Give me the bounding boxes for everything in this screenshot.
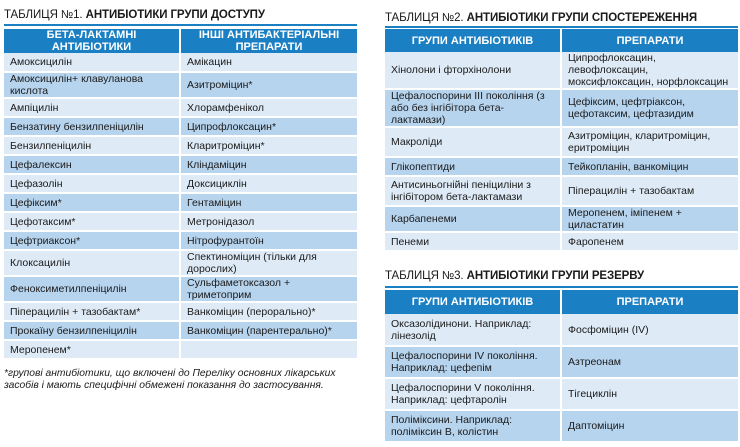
table-cell: Меропенем, іміпенем + циластатин	[561, 206, 738, 232]
table-row	[4, 53, 357, 72]
table-cell: Ванкоміцин (перорально)*	[180, 302, 357, 321]
table-row	[4, 136, 357, 155]
table-row	[4, 155, 357, 174]
table-cell: Бензилпеніцилін	[4, 136, 180, 155]
table1-title-rule	[4, 24, 357, 26]
table-cell: Карбапенеми	[385, 206, 561, 232]
table3-heading: АНТИБІОТИКИ ГРУПИ РЕЗЕРВУ	[466, 270, 645, 282]
table-cell: Спектиноміцин (тільки для дорослих)	[180, 250, 357, 276]
table2-title	[385, 12, 697, 24]
table-row	[4, 321, 357, 340]
table3-body	[385, 314, 738, 442]
table-cell: Фаропенем	[561, 232, 738, 251]
table-row	[385, 410, 738, 442]
table2-title-rule	[385, 26, 738, 28]
table-cell: Цефотаксим*	[4, 212, 180, 231]
table-row	[4, 193, 357, 212]
table-row	[4, 340, 357, 359]
table2-body	[385, 52, 738, 251]
table-cell: Тейкопланін, ванкоміцин	[561, 157, 738, 176]
table-cell: Амоксицилін+ клавуланова кислота	[4, 72, 180, 98]
table1-header-other: ІНШІ АНТИБАКТЕРІАЛЬНІ ПРЕПАРАТИ	[180, 29, 357, 53]
table-cell: Феноксиметилпеніцилін	[4, 276, 180, 302]
table-cell: Цефіксим, цефтріаксон, цефотаксим, цефтазидим	[561, 89, 738, 127]
table-cell: Оксазолідинони. Наприклад: лінезолід	[385, 314, 561, 346]
table-cell: Гентаміцин	[180, 193, 357, 212]
table-cell: Доксициклін	[180, 174, 357, 193]
table-cell: Антисиньогнійні пеніциліни з інгібітором бета-лактамази	[385, 176, 561, 206]
table-row	[4, 72, 357, 98]
table3-title-rule	[385, 286, 738, 288]
table-cell: Цефтриаксон*	[4, 231, 180, 250]
table-row	[4, 174, 357, 193]
table-row	[4, 231, 357, 250]
table-cell: Амоксицилін	[4, 53, 180, 72]
table-cell	[180, 340, 357, 359]
table1-body	[4, 53, 357, 359]
table-cell: Цефазолін	[4, 174, 180, 193]
table2-header-drugs: ПРЕПАРАТИ	[561, 29, 738, 52]
table-row	[385, 52, 738, 89]
table-cell: Меропенем*	[4, 340, 180, 359]
table1-title	[4, 9, 265, 21]
table-cell: Азтреонам	[561, 346, 738, 378]
table-row	[385, 127, 738, 157]
table-cell: Азитроміцин*	[180, 72, 357, 98]
table1-number: ТАБЛИЦЯ №1.	[4, 9, 83, 21]
table-row	[385, 378, 738, 410]
table1	[4, 29, 357, 360]
table-cell: Кларитроміцин*	[180, 136, 357, 155]
table-cell: Хінолони і фторхінолони	[385, 52, 561, 89]
table-cell: Ципрофлоксацин, левофлоксацин, моксифлоксацин, норфлоксацин	[561, 52, 738, 89]
table-cell: Піперацилін + тазобактам	[561, 176, 738, 206]
table-cell: Цефалексин	[4, 155, 180, 174]
table-row	[385, 346, 738, 378]
table-cell: Цефіксим*	[4, 193, 180, 212]
table3-header-drugs: ПРЕПАРАТИ	[561, 290, 738, 314]
table3	[385, 290, 738, 443]
table-cell: Бензатину бензилпеніцилін	[4, 117, 180, 136]
table-row	[385, 232, 738, 251]
table1-heading: АНТИБІОТИКИ ГРУПИ ДОСТУПУ	[85, 9, 265, 21]
table-cell: Клоксацилін	[4, 250, 180, 276]
table2-header-groups: ГРУПИ АНТИБІОТИКІВ	[385, 29, 561, 52]
table-cell: Нітрофурантоїн	[180, 231, 357, 250]
table-cell: Прокаїну бензилпеніцилін	[4, 321, 180, 340]
table-cell: Фосфоміцин (IV)	[561, 314, 738, 346]
table3-number: ТАБЛИЦЯ №3.	[385, 270, 464, 282]
table-cell: Цефалоспорини IV покоління. Наприклад: цефепім	[385, 346, 561, 378]
table-row	[4, 212, 357, 231]
table-row	[385, 157, 738, 176]
table-row	[4, 302, 357, 321]
table-row	[4, 117, 357, 136]
table-row	[4, 276, 357, 302]
table-cell: Глікопептиди	[385, 157, 561, 176]
table-cell: Цефалоспорини III покоління (з або без інгібітора бета-лактамази)	[385, 89, 561, 127]
table-cell: Хлорамфенікол	[180, 98, 357, 117]
table-row	[385, 89, 738, 127]
table-row	[385, 314, 738, 346]
table1-header-beta-lactam: БЕТА-ЛАКТАМНІ АНТИБІОТИКИ	[4, 29, 180, 53]
table3-header-groups: ГРУПИ АНТИБІОТИКІВ	[385, 290, 561, 314]
table-cell: Поліміксини. Наприклад: поліміксин B, колістин	[385, 410, 561, 442]
table1-footnote: *групові антибіотики, що включені до Переліку основних лікарських засобів і мають специфічні обмежені показання до застосування.	[4, 368, 336, 391]
table2	[385, 29, 738, 252]
table-cell: Кліндаміцин	[180, 155, 357, 174]
table-cell: Ампіцилін	[4, 98, 180, 117]
table-cell: Пенеми	[385, 232, 561, 251]
table-cell: Цефалоспорини V покоління. Наприклад: цефтаролін	[385, 378, 561, 410]
table-cell: Піперацилін + тазобактам*	[4, 302, 180, 321]
table-cell: Ванкоміцин (парентерально)*	[180, 321, 357, 340]
table2-heading: АНТИБІОТИКИ ГРУПИ СПОСТЕРЕЖЕННЯ	[466, 12, 698, 24]
table-cell: Сульфаметоксазол + триметоприм	[180, 276, 357, 302]
table-cell: Даптоміцин	[561, 410, 738, 442]
table-row	[4, 98, 357, 117]
table-cell: Азитроміцин, кларитроміцин, еритроміцин	[561, 127, 738, 157]
table-cell: Ципрофлоксацин*	[180, 117, 357, 136]
table-cell: Тігециклін	[561, 378, 738, 410]
table-cell: Амікацин	[180, 53, 357, 72]
table-cell: Макроліди	[385, 127, 561, 157]
table3-title	[385, 270, 644, 282]
table-row	[385, 206, 738, 232]
table-row	[4, 250, 357, 276]
table2-number: ТАБЛИЦЯ №2.	[385, 12, 464, 24]
table-cell: Метронідазол	[180, 212, 357, 231]
table-row	[385, 176, 738, 206]
